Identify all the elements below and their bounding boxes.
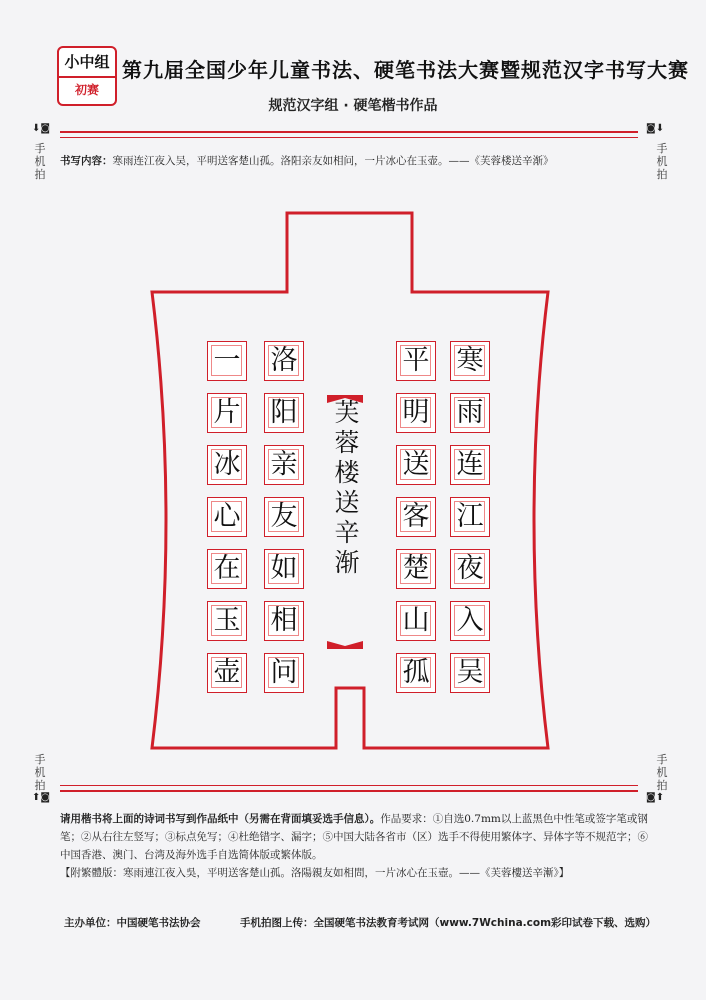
grid-cell bbox=[264, 601, 304, 641]
grid-cell bbox=[396, 341, 436, 381]
traditional-label: 【附繁體版： bbox=[60, 867, 123, 879]
char: 送 bbox=[402, 449, 430, 480]
content-label: 书写内容： bbox=[60, 155, 113, 167]
char: 吴 bbox=[456, 657, 484, 688]
char: 在 bbox=[213, 553, 241, 584]
camera-marker-tl: ⬇◙ bbox=[32, 123, 51, 134]
grid-cell bbox=[207, 653, 247, 693]
title-marker-bottom bbox=[327, 634, 363, 642]
grid-cell bbox=[264, 445, 304, 485]
grid-cell bbox=[450, 653, 490, 693]
char: 夜 bbox=[456, 553, 484, 584]
char: 壶 bbox=[213, 657, 241, 688]
upload-info: 手机拍图上传：全国硬笔书法教育考试网（www.7Wchina.com彩印试卷下载、选购） bbox=[240, 917, 657, 929]
grid-cell bbox=[207, 445, 247, 485]
grid-cell bbox=[207, 393, 247, 433]
char: 玉 bbox=[213, 605, 241, 636]
char: 洛 bbox=[270, 345, 298, 376]
traditional-text: 寒雨連江夜入吳，平明送客楚山孤。洛陽親友如相問，一片冰心在玉壺。——《芙蓉樓送辛漸》】 bbox=[123, 867, 570, 879]
char: 楚 bbox=[402, 553, 430, 584]
page-title: 第九届全国少年儿童书法、硬笔书法大赛暨规范汉字书写大赛 bbox=[122, 58, 689, 82]
grid-cell bbox=[450, 445, 490, 485]
instructions-requirements: 作品要求：①自选0.7mm以上蓝黑色中性笔或签字笔或钢笔；②从右往左竖写；③标点免写；④杜绝错字、漏字；⑤中国大陆各省市（区）选手不得使用繁体字、异体字等不规范字；⑥中国香港、澳门、台湾及海外选手自选简体版或繁体版。 bbox=[60, 813, 648, 861]
grid-cell bbox=[264, 497, 304, 537]
grid-cell bbox=[450, 393, 490, 433]
char: 江 bbox=[456, 501, 484, 532]
stage-label: 初赛 bbox=[74, 83, 99, 97]
work-title-text: 芙蓉楼送辛渐 bbox=[334, 398, 360, 577]
grid-cell bbox=[264, 653, 304, 693]
grid-cell bbox=[207, 497, 247, 537]
char: 阳 bbox=[270, 397, 298, 428]
char: 片 bbox=[213, 397, 241, 428]
content-text: 寒雨连江夜入吴，平明送客楚山孤。洛阳亲友如相问，一片冰心在玉壶。——《芙蓉楼送辛渐》 bbox=[112, 155, 554, 167]
char: 入 bbox=[456, 605, 484, 636]
group-label: 小中组 bbox=[59, 48, 115, 78]
side-note-tr: 手机拍 bbox=[656, 142, 668, 181]
instructions-lead: 请用楷书将上面的诗词书写到作品纸中（另需在背面填妥选手信息）。 bbox=[60, 813, 381, 825]
side-note-br: 手机拍 bbox=[656, 753, 668, 792]
grid-cell bbox=[396, 601, 436, 641]
grid-cell bbox=[450, 497, 490, 537]
organizer: 主办单位：中国硬笔书法协会 bbox=[64, 917, 201, 929]
grid-cell bbox=[450, 341, 490, 381]
char: 客 bbox=[402, 501, 430, 532]
char: 连 bbox=[456, 449, 484, 480]
grid-cell bbox=[396, 445, 436, 485]
camera-marker-bl: ⬆◙ bbox=[32, 792, 51, 803]
grid-cell bbox=[396, 393, 436, 433]
grid-cell bbox=[396, 497, 436, 537]
char: 寒 bbox=[456, 345, 484, 376]
grid-cell bbox=[264, 393, 304, 433]
instructions bbox=[60, 810, 650, 882]
grid-cell bbox=[264, 341, 304, 381]
char: 一 bbox=[213, 345, 241, 376]
grid-cell bbox=[450, 601, 490, 641]
side-note-bl: 手机拍 bbox=[34, 753, 46, 792]
grid-cell bbox=[264, 549, 304, 589]
page-subtitle: 规范汉字组 · 硬笔楷书作品 bbox=[268, 98, 438, 114]
grid-cell bbox=[396, 653, 436, 693]
char: 心 bbox=[213, 501, 241, 532]
char: 如 bbox=[270, 553, 298, 584]
grid-cell bbox=[207, 341, 247, 381]
char: 冰 bbox=[213, 449, 241, 480]
char: 问 bbox=[270, 657, 298, 688]
char: 友 bbox=[270, 501, 298, 532]
char: 亲 bbox=[270, 449, 298, 480]
grid-cell bbox=[207, 549, 247, 589]
char: 平 bbox=[402, 345, 430, 376]
char: 山 bbox=[402, 605, 430, 636]
work-title bbox=[329, 398, 365, 578]
grid-cell bbox=[396, 549, 436, 589]
char: 雨 bbox=[456, 397, 484, 428]
char: 相 bbox=[270, 605, 298, 636]
camera-marker-br: ◙⬆ bbox=[646, 792, 665, 803]
title-marker-top bbox=[327, 388, 363, 396]
char: 明 bbox=[402, 397, 430, 428]
char: 孤 bbox=[402, 657, 430, 688]
grid-cell bbox=[207, 601, 247, 641]
camera-marker-tr: ◙⬇ bbox=[646, 123, 665, 134]
side-note-tl: 手机拍 bbox=[34, 142, 46, 181]
grid-cell bbox=[450, 549, 490, 589]
